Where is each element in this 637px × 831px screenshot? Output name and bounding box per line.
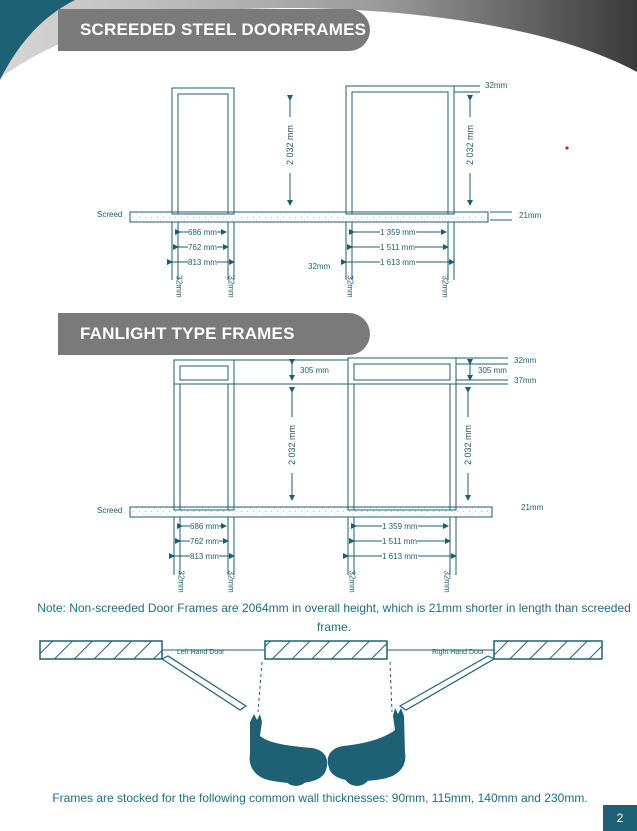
screed-thickness-label-1: 21mm xyxy=(519,211,542,220)
jamb-label-1c: 32mm xyxy=(345,275,355,298)
wall-thickness-note: Frames are stocked for the following common wall thicknesses: 90mm, 115mm, 140mm and 230mm. xyxy=(52,791,588,805)
screed-label-2: Screed xyxy=(97,506,123,515)
transom-thickness-label-2: 37mm xyxy=(514,376,537,385)
screed-label-1: Screed xyxy=(97,210,123,219)
top-thickness-label-2: 32mm xyxy=(514,356,537,365)
jamb-label-2a: 32mm xyxy=(176,570,186,593)
jamb-label-2d: 32mm xyxy=(442,570,452,593)
width-1613-1: 1 613 mm xyxy=(380,258,416,267)
height-label-left-1: 2 032 mm xyxy=(285,117,295,173)
jamb-label-1b: 32mm xyxy=(226,275,236,298)
jamb-label-1d: 32mm xyxy=(440,275,450,298)
height-label-right-2: 2 032 mm xyxy=(463,417,473,473)
accent-dot xyxy=(565,146,568,149)
door-swing-diagram xyxy=(40,641,602,786)
width-1359-1: 1 359 mm xyxy=(380,228,416,237)
jamb-label-1a: 32mm xyxy=(174,275,184,298)
width-1613-2: 1 613 mm xyxy=(382,552,418,561)
left-hand-door-label: Left Hand Door xyxy=(177,649,225,656)
non-screeded-note: Note: Non-screeded Door Frames are 2064mm in overall height, which is 21mm shorter in length than screeded frame. xyxy=(37,601,631,634)
width-1511-2: 1 511 mm xyxy=(382,537,417,546)
right-hand-door-label: Right Hand Door xyxy=(432,649,485,656)
height-label-right-1: 2 032 mm xyxy=(465,117,475,173)
width-813-2: 813 mm xyxy=(190,552,219,561)
section1-title: SCREEDED STEEL DOORFRAMES xyxy=(80,20,367,39)
width-813-1: 813 mm xyxy=(188,258,217,267)
jamb-label-2c: 32mm xyxy=(347,570,357,593)
width-686-2: 686 mm xyxy=(190,522,219,531)
fanlight-label-right: 305 mm xyxy=(478,366,507,375)
section2-title: FANLIGHT TYPE FRAMES xyxy=(80,324,295,343)
screed-thickness-label-2: 21mm xyxy=(521,503,544,512)
side-thickness-label-1: 32mm xyxy=(308,262,331,271)
height-label-left-2: 2 032 mm xyxy=(287,417,297,473)
width-762-2: 762 mm xyxy=(190,537,219,546)
top-thickness-label-1: 32mm xyxy=(485,81,508,90)
jamb-label-2b: 32mm xyxy=(226,570,236,593)
page-number: 2 xyxy=(603,805,637,831)
width-762-1: 762 mm xyxy=(188,243,217,252)
width-686-1: 686 mm xyxy=(188,228,217,237)
width-1511-1: 1 511 mm xyxy=(380,243,415,252)
screed-slab-2 xyxy=(130,507,492,517)
width-1359-2: 1 359 mm xyxy=(382,522,418,531)
fanlight-label-left: 305 mm xyxy=(300,366,329,375)
